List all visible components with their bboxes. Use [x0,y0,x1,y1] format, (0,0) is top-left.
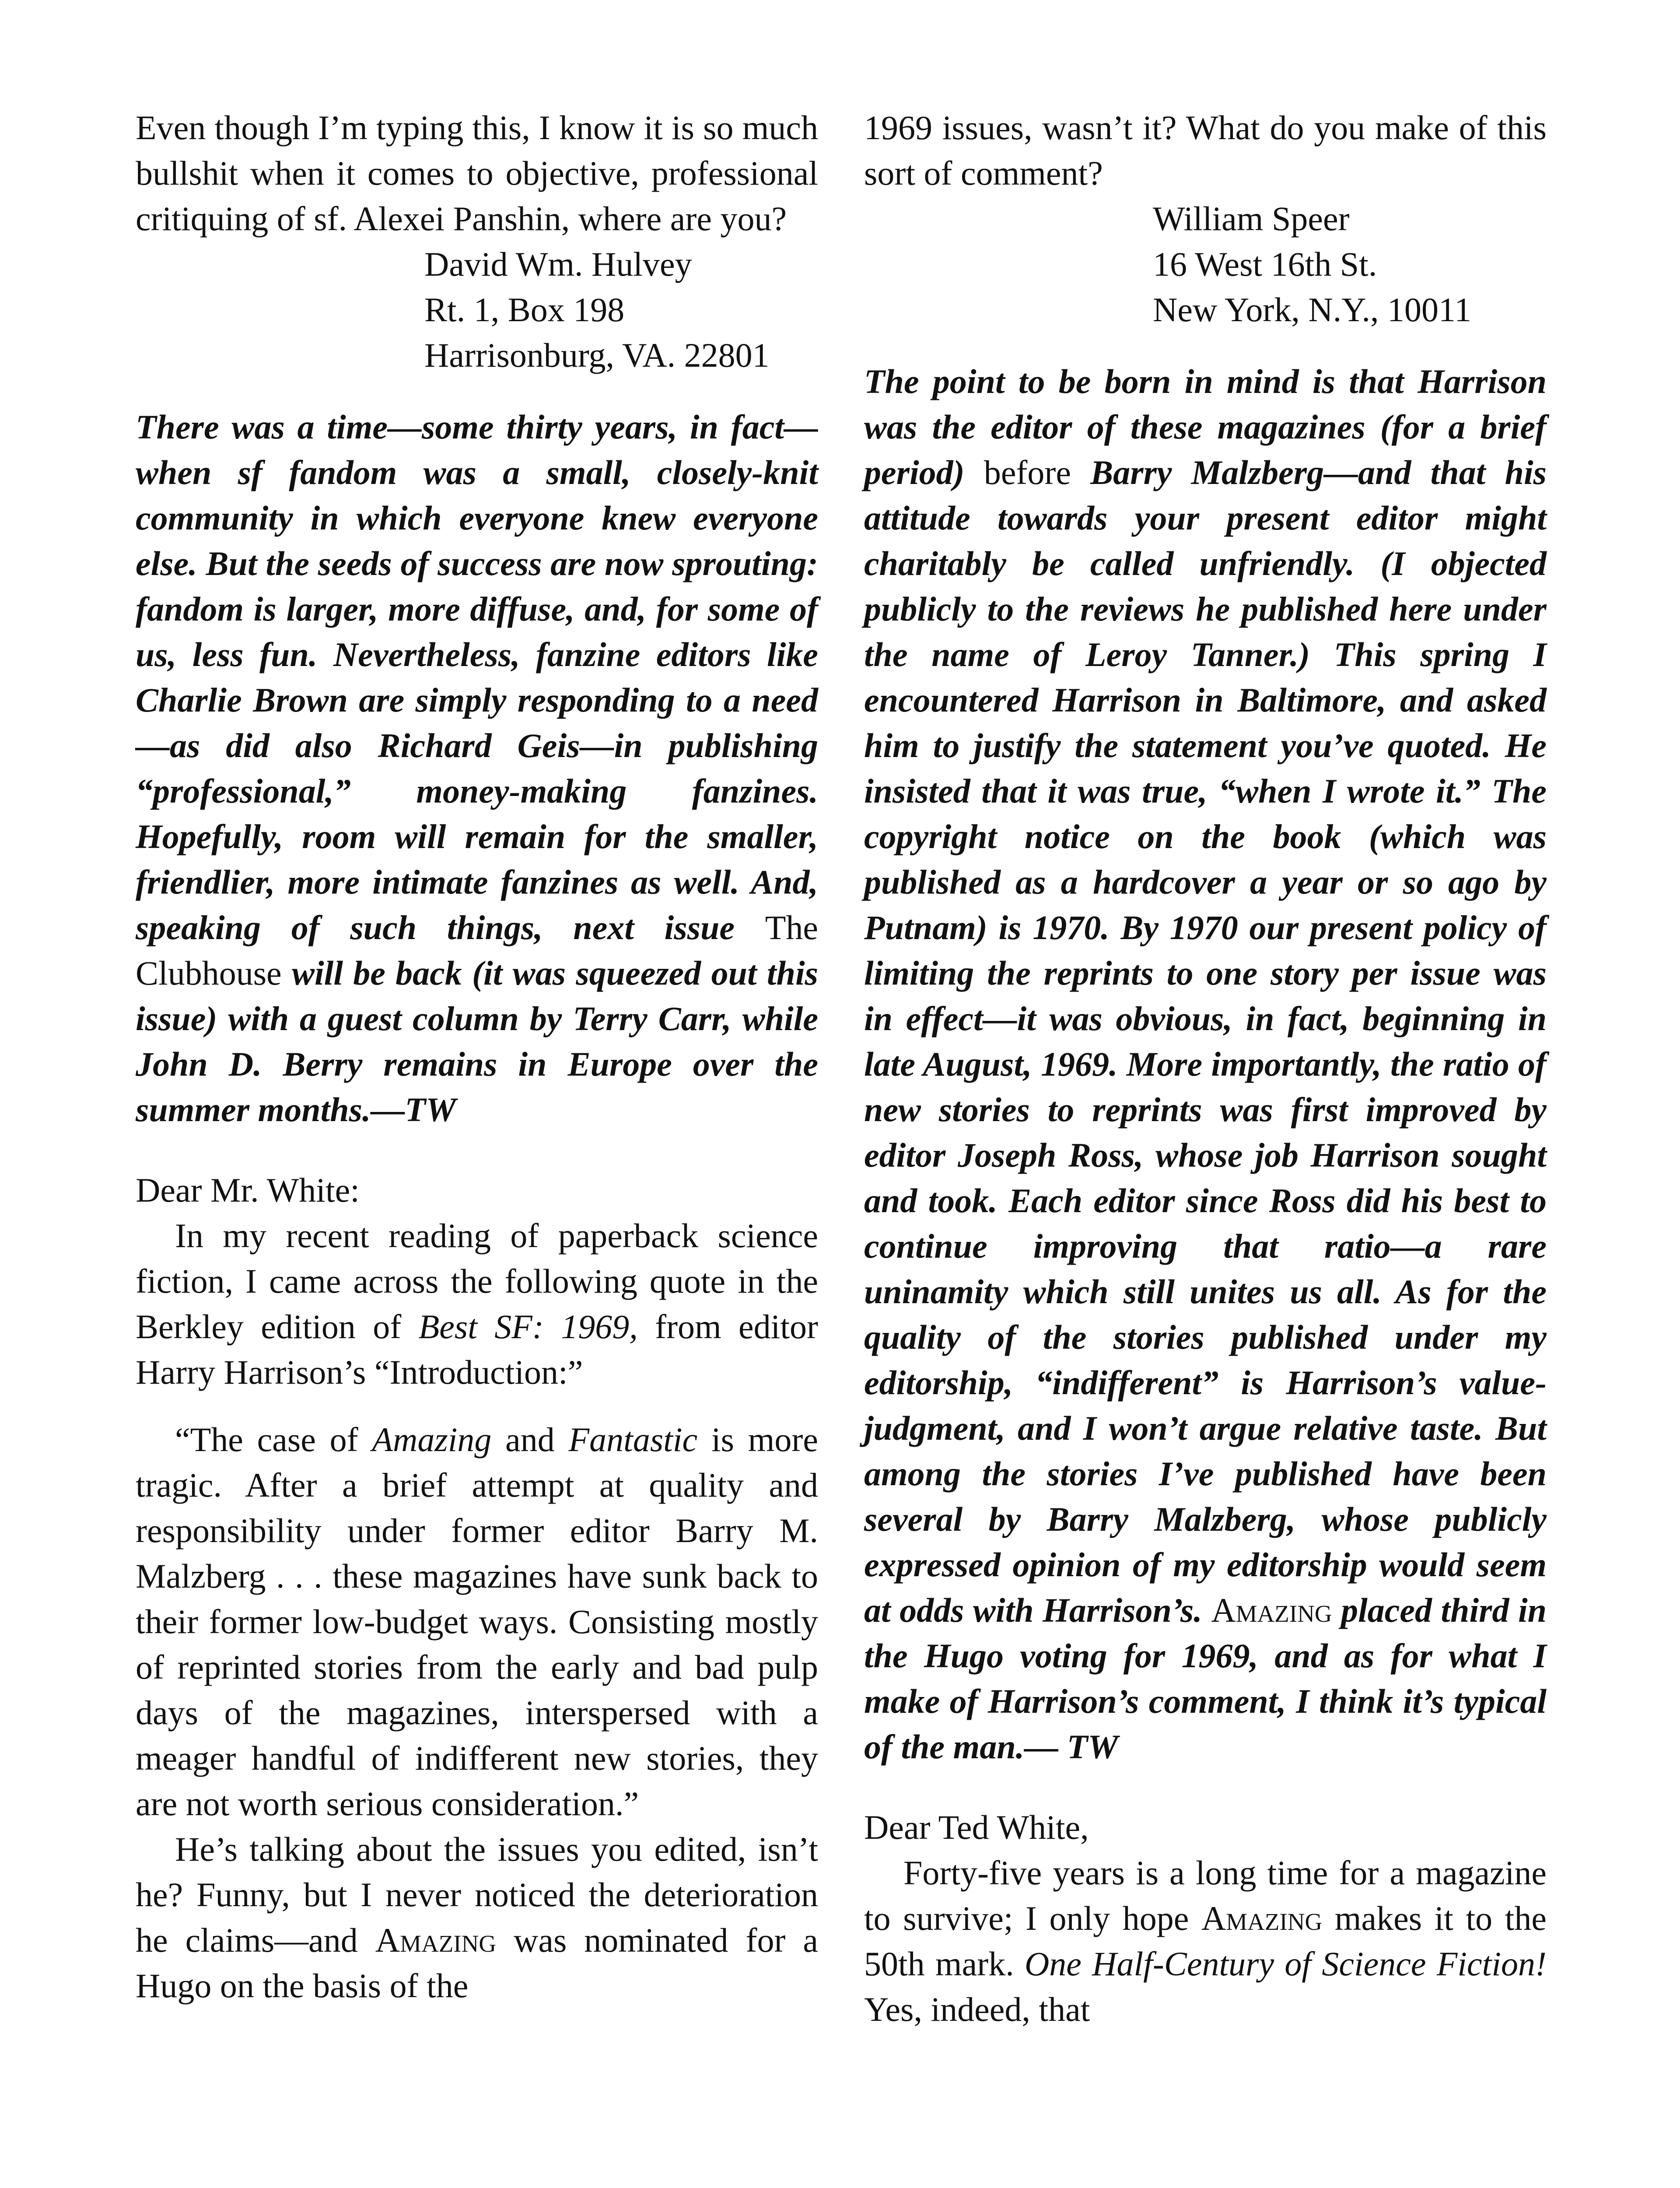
signature-name: David Wm. Hulvey [424,245,692,283]
signature-address: Rt. 1, Box 198 [424,291,625,329]
letter-closing-paragraph: 1969 issues, wasn’t it? What do you make of this sort of comment? [864,109,1547,192]
signature-name: William Speer [1153,200,1350,238]
letter-paragraph: In my recent reading of paperback science fiction, I came across the following quote in the Berkley edition of Best SF: 1969, from editor Harry Harrison’s “Introduction:” [136,1217,818,1391]
signature-city: Harrisonburg, VA. 22801 [424,336,770,374]
letter-closing-paragraph: Even though I’m typing this, I know it is so much bullshit when it comes to objective, professional critiquing of sf. Alexei Panshin, where are you? [136,109,818,238]
signature-address: 16 West 16th St. [1153,245,1377,283]
salutation-white: Dear Ted White, [864,1808,1089,1846]
left-column [136,105,818,2009]
signature-block-speer [864,196,1547,333]
letter-paragraph: He’s talking about the issues you edited, isn’t he? Funny, but I never noticed the deterioration he claims—and Amazing was nominated for a Hugo on the basis of the [136,1830,818,2005]
harrison-quote: “The case of Amazing and Fantastic is more tragic. After a brief attempt at quality and responsibility under former editor Barry M. Malzberg . . . these magazines have sunk back to their former low-budget ways. Consisting mostly of reprinted stories from the early and bad pulp days of the magazines, interspersed with a meager handful of indifferent new stories, they are not worth serious consideration.” [136,1420,818,1823]
right-column [864,105,1547,2032]
editor-reply-2: The point to be born in mind is that Harrison was the editor of these magazines (for a brief period) before Barry Malzberg—and that his attitude towards your present editor might charitably be called unfriendly. (I objected publicly to the reviews he published here under the name of Leroy Tanner.) This spring I encountered Harrison in Baltimore, and asked him to justify the statement you’ve quoted. He insisted that it was true, “when I wrote it.” The copyright notice on the book (which was published as a hardcover a year or so ago by Putnam) is 1970. By 1970 our present policy of limiting the reprints to one story per issue was in effect—it was obvious, in fact, beginning in late August, 1969. More importantly, the ratio of new stories to reprints was first improved by editor Joseph Ross, whose job Harrison sought and took. Each editor since Ross did his best to continue improving that ratio—a rare uninamity which still unites us all. As for the quality of the stories published under my editorship, “indifferent” is Harrison’s value-judgment, and I won’t argue relative taste. But among the stories I’ve published have been several by Barry Malzberg, whose publicly expressed opinion of my editorship would seem at odds with Harrison’s. Amazing placed third in the Hugo voting for 1969, and as for what I make of Harrison’s comment, I think it’s typical of the man.— TW [864,362,1547,1766]
signature-city: New York, N.Y., 10011 [1153,291,1472,329]
salutation-speer: Dear Mr. White: [136,1171,360,1209]
letter-paragraph: Forty-five years is a long time for a magazine to survive; I only hope Amazing makes it to the 50th mark. One Half-Century of Science Fiction! Yes, indeed, that [864,1854,1547,2028]
signature-block-hulvey [136,242,818,378]
editor-reply-1: There was a time—some thirty years, in fact—when sf fandom was a small, closely-knit community in which everyone knew everyone else. But the seeds of success are now sprouting: fandom is larger, more diffuse, and, for some of us, less fun. Nevertheless, fanzine editors like Charlie Brown are simply responding to a need—as did also Richard Geis—in publishing “professional,” money-making fanzines. Hopefully, room will remain for the smaller, friendlier, more intimate fanzines as well. And, speaking of such things, next issue The Clubhouse will be back (it was squeezed out this issue) with a guest column by Terry Carr, while John D. Berry remains in Europe over the summer months.—TW [136,408,818,1129]
